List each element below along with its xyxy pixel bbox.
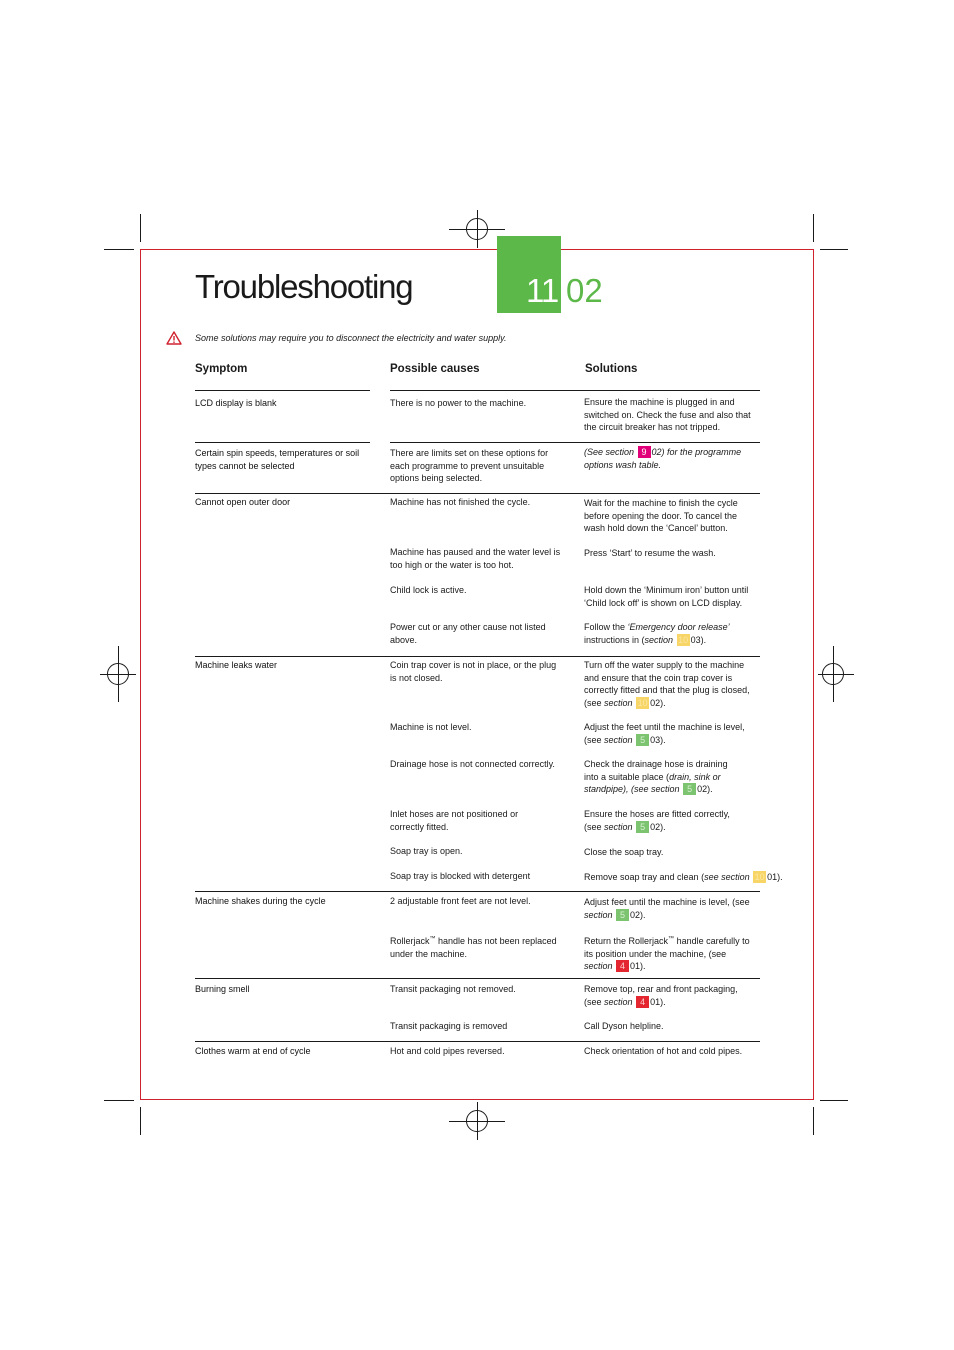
solution-cell: Check the drainage hose is draining into a suitable place (drain, sink or standpipe), (see section 5 02).	[584, 759, 728, 794]
solution-cell: Hold down the ‘Minimum iron’ button until ‘Child lock off’ is shown on LCD display.	[584, 585, 749, 608]
cause-cell: Machine has not finished the cycle.	[390, 497, 531, 507]
row-divider	[195, 891, 760, 892]
symptom-cell: Machine shakes during the cycle	[195, 896, 326, 906]
header-rule-symptom	[195, 390, 370, 391]
section-ref-badge: 5	[636, 821, 649, 833]
symptom-cell: LCD display is blank	[195, 398, 277, 408]
safety-warning: Some solutions may require you to disconnect the electricity and water supply.	[195, 333, 507, 343]
section-ref-badge: 10	[678, 634, 689, 645]
crop-mark	[813, 214, 814, 242]
cause-cell: Child lock is active.	[390, 585, 467, 595]
solution-cell: Ensure the machine is plugged in and switched on. Check the fuse and also that the circuit breaker has not tripped.	[584, 397, 751, 432]
crop-mark	[104, 1100, 134, 1101]
section-ref-badge: 5	[636, 734, 649, 746]
symptom-cell: Burning smell	[195, 984, 250, 994]
section-ref-badge: 10	[637, 697, 648, 708]
cause-cell: Rollerjack™ handle has not been replaced under the machine.	[390, 936, 557, 959]
solution-cell: Turn off the water supply to the machine and ensure that the coin trap cover is correctly fitted and that the plug is closed, (see section 10 02).	[584, 660, 750, 708]
solution-cell: Remove soap tray and clean (see section 10 01).	[584, 872, 783, 882]
section-ref-badge: 5	[683, 783, 696, 795]
cause-cell: Machine is not level.	[390, 722, 472, 732]
section-ref-badge: 5	[616, 909, 629, 921]
solution-cell: Adjust feet until the machine is level, (see section 5 02).	[584, 897, 750, 920]
section-ref-badge: 10	[754, 872, 765, 882]
cause-cell: Power cut or any other cause not listed above.	[390, 622, 546, 645]
solution-cell: (See section 9 02) for the programme options wash table.	[584, 447, 742, 470]
cause-cell: Transit packaging is removed	[390, 1021, 508, 1031]
crop-mark	[140, 214, 141, 242]
solution-cell: Call Dyson helpline.	[584, 1021, 664, 1031]
row-divider	[195, 442, 370, 443]
header-symptom: Symptom	[195, 363, 248, 375]
solution-cell: Ensure the hoses are fitted correctly, (see section 5 02).	[584, 809, 730, 832]
symptom-cell: Machine leaks water	[195, 660, 278, 670]
cause-cell: Inlet hoses are not positioned or correctly fitted.	[390, 809, 519, 832]
row-divider	[195, 493, 760, 494]
row-divider	[195, 656, 760, 657]
cause-cell: Soap tray is blocked with detergent	[390, 871, 531, 881]
solution-cell: Adjust the feet until the machine is level, (see section 5 03).	[584, 722, 745, 745]
header-solutions: Solutions	[585, 363, 638, 375]
crop-mark	[820, 249, 848, 250]
row-divider	[195, 1041, 760, 1042]
symptom-cell: Cannot open outer door	[195, 497, 291, 507]
section-ref-badge: 4	[636, 996, 649, 1008]
cause-cell: Drainage hose is not connected correctly.	[390, 759, 555, 769]
header-rule-main	[390, 390, 760, 391]
cause-cell: Transit packaging not removed.	[390, 984, 516, 994]
section-ref-badge: 4	[616, 960, 629, 972]
header-causes: Possible causes	[390, 363, 480, 375]
section-ref-badge: 9	[638, 446, 651, 458]
solution-cell: Close the soap tray.	[584, 847, 664, 857]
cause-cell: Machine has paused and the water level is too high or the water is too hot.	[390, 547, 561, 570]
crop-mark	[820, 1100, 848, 1101]
crop-mark	[813, 1107, 814, 1135]
cause-cell: 2 adjustable front feet are not level.	[390, 896, 531, 906]
row-divider	[195, 978, 760, 979]
cause-cell: Hot and cold pipes reversed.	[390, 1046, 505, 1056]
cause-cell: There is no power to the machine.	[390, 398, 527, 408]
cause-cell: Soap tray is open.	[390, 846, 463, 856]
symptom-cell: Certain spin speeds, temperatures or soil types cannot be selected	[195, 448, 360, 471]
solution-cell: Press ‘Start’ to resume the wash.	[584, 548, 716, 558]
warning-triangle-icon	[166, 331, 182, 345]
solution-cell: Check orientation of hot and cold pipes.	[584, 1046, 743, 1056]
subsection-number: 02	[566, 272, 603, 309]
section-number: 11	[526, 272, 559, 309]
crop-mark	[140, 1107, 141, 1135]
solution-cell: Wait for the machine to finish the cycle before opening the door. To cancel the wash hold down the ‘Cancel’ button.	[584, 498, 738, 533]
cause-cell: There are limits set on these options for each programme to prevent unsuitable options being selected.	[390, 448, 549, 483]
row-divider	[390, 442, 760, 443]
page-title: Troubleshooting	[195, 268, 413, 305]
cause-cell: Coin trap cover is not in place, or the plug is not closed.	[390, 660, 557, 683]
crop-mark	[104, 249, 134, 250]
solution-cell: Remove top, rear and front packaging, (see section 4 01).	[584, 984, 738, 1007]
solution-cell: Return the Rollerjack™ handle carefully to its position under the machine, (see section 4 01).	[584, 936, 750, 971]
solution-cell: Follow the ‘Emergency door release’ instructions in (section 10 03).	[584, 622, 730, 645]
symptom-cell: Clothes warm at end of cycle	[195, 1046, 311, 1056]
